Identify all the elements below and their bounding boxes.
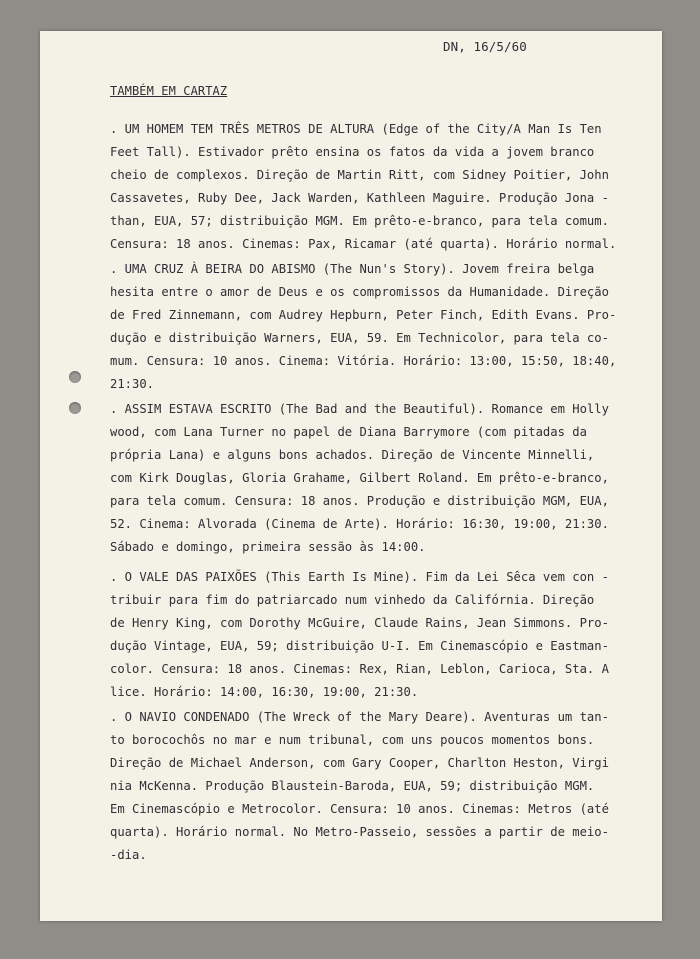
review-line: . O NAVIO CONDENADO (The Wreck of the Mary Deare). Aventuras um tan-	[110, 710, 609, 724]
review-4	[110, 566, 630, 704]
review-line: hesita entre o amor de Deus e os compromissos da Humanidade. Direção	[110, 285, 609, 299]
review-line: Sábado e domingo, primeira sessão às 14:00.	[110, 540, 426, 554]
review-line: color. Censura: 18 anos. Cinemas: Rex, Rian, Leblon, Carioca, Sta. A	[110, 662, 609, 676]
review-line: 52. Cinema: Alvorada (Cinema de Arte). Horário: 16:30, 19:00, 21:30.	[110, 517, 609, 531]
review-line: tribuir para fim do patriarcado num vinhedo da Califórnia. Direção	[110, 593, 595, 607]
review-3	[110, 398, 630, 559]
review-5	[110, 706, 630, 867]
review-line: . ASSIM ESTAVA ESCRITO (The Bad and the Beautiful). Romance em Holly	[110, 402, 609, 416]
review-line: mum. Censura: 10 anos. Cinema: Vitória. Horário: 13:00, 15:50, 18:40,	[110, 354, 617, 368]
review-line: cheio de complexos. Direção de Martin Ritt, com Sidney Poitier, John	[110, 168, 609, 182]
review-line: Censura: 18 anos. Cinemas: Pax, Ricamar (até quarta). Horário normal.	[110, 237, 617, 251]
review-line: com Kirk Douglas, Gloria Grahame, Gilbert Roland. Em prêto-e-branco,	[110, 471, 609, 485]
review-line: Direção de Michael Anderson, com Gary Cooper, Charlton Heston, Virgi	[110, 756, 609, 770]
review-line: Feet Tall). Estivador prêto ensina os fatos da vida a jovem branco	[110, 145, 595, 159]
review-line: Cassavetes, Ruby Dee, Jack Warden, Kathleen Maguire. Produção Jona -	[110, 191, 609, 205]
review-line: quarta). Horário normal. No Metro-Passeio, sessões a partir de meio-	[110, 825, 609, 839]
review-line: . UM HOMEM TEM TRÊS METROS DE ALTURA (Edge of the City/A Man Is Ten	[110, 122, 602, 136]
review-line: nia McKenna. Produção Blaustein-Baroda, EUA, 59; distribuição MGM.	[110, 779, 595, 793]
review-line: wood, com Lana Turner no papel de Diana Barrymore (com pitadas da	[110, 425, 587, 439]
review-1	[110, 118, 630, 256]
review-line: . O VALE DAS PAIXÕES (This Earth Is Mine). Fim da Lei Sêca vem con -	[110, 570, 609, 584]
review-line: de Fred Zinnemann, com Audrey Hepburn, Peter Finch, Edith Evans. Pro-	[110, 308, 617, 322]
dateline: DN, 16/5/60	[443, 39, 527, 54]
review-line: lice. Horário: 14:00, 16:30, 19:00, 21:30.	[110, 685, 419, 699]
review-line: -dia.	[110, 848, 147, 862]
section-heading: TAMBÉM EM CARTAZ	[110, 84, 228, 98]
review-line: 21:30.	[110, 377, 155, 391]
review-line: to borocochôs no mar e num tribunal, com uns poucos momentos bons.	[110, 733, 595, 747]
review-line: dução e distribuição Warners, EUA, 59. Em Technicolor, para tela co-	[110, 331, 609, 345]
review-line: . UMA CRUZ À BEIRA DO ABISMO (The Nun's Story). Jovem freira belga	[110, 262, 595, 276]
punch-hole-top	[69, 371, 81, 383]
review-line: dução Vintage, EUA, 59; distribuição U-I. Em Cinemascópio e Eastman-	[110, 639, 609, 653]
review-2	[110, 258, 630, 396]
punch-hole-bottom	[69, 402, 81, 414]
review-line: de Henry King, com Dorothy McGuire, Claude Rains, Jean Simmons. Pro-	[110, 616, 609, 630]
review-line: Em Cinemascópio e Metrocolor. Censura: 10 anos. Cinemas: Metros (até	[110, 802, 609, 816]
review-line: própria Lana) e alguns bons achados. Direção de Vincente Minnelli,	[110, 448, 595, 462]
review-line: than, EUA, 57; distribuição MGM. Em prêto-e-branco, para tela comum.	[110, 214, 609, 228]
review-line: para tela comum. Censura: 18 anos. Produção e distribuição MGM, EUA,	[110, 494, 609, 508]
